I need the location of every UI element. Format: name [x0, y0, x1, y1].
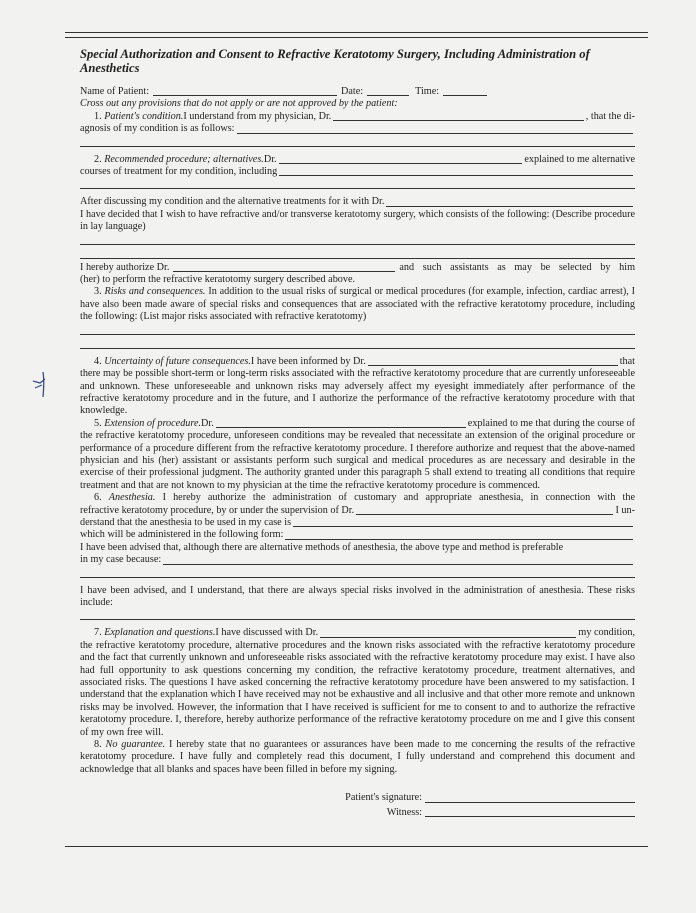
patient-signature-label: Patient's signature:: [345, 792, 422, 804]
witness-label: Witness:: [386, 806, 422, 818]
patient-info-line: [80, 86, 635, 98]
date-field[interactable]: [367, 86, 409, 96]
anesthesia-reason-line: [80, 554, 635, 566]
section-1-text-c: agnosis of my condition is as follows:: [80, 123, 235, 135]
section-6-supervision-line: [80, 505, 635, 517]
date-label: Date:: [341, 86, 364, 97]
section-2-heading: Recommended procedure; alternatives.: [104, 153, 264, 165]
section-2-text-b: explained to me alternative: [524, 153, 635, 165]
section-4-physician-field[interactable]: [368, 356, 618, 366]
section-5-number: 5.: [94, 417, 102, 429]
section-3-paragraph: [80, 286, 635, 323]
section-7-text-a: I have discussed with Dr.: [215, 627, 319, 639]
section-1-line: [80, 111, 635, 123]
section-7-text-b: my condition,: [578, 627, 635, 639]
authorize-text-a: I hereby authorize Dr.: [80, 261, 170, 273]
section-3-text: In addition to the usual risks of surgical or medical procedures (for example, infection, cardiac arrest), I have also been made aware of special risks and consequences that are associated with the refractive keratotomy procedure, including the following: (List major risks associated with refractive keratotomy): [80, 286, 636, 323]
section-7-line: [80, 627, 635, 639]
form-title: Special Authorization and Consent to Refractive Keratotomy Surgery, Including Administration of Anesthetics: [80, 47, 590, 75]
authorize-text-b: and such assistants as may be selected by him: [399, 261, 635, 273]
anesthesia-risks-field[interactable]: [80, 609, 635, 620]
section-6-text-b: refractive keratotomy procedure, by or under the supervision of Dr.: [80, 504, 355, 516]
procedure-description-field-1[interactable]: [80, 234, 635, 245]
section-8-heading: No guarantee.: [105, 739, 166, 751]
anesthesia-type-line: [80, 517, 635, 529]
procedure-description-field-2[interactable]: [80, 248, 635, 259]
time-field[interactable]: [443, 86, 487, 96]
section-6-text-c: I un-: [615, 504, 635, 516]
section-4-text: there may be possible short-term or long-term risks associated with the refractive keratotomy procedure that are currently unforeseeable and unknown. These unforeseeable and unknown risks may adversely affect my eyesight immediately after performance of the refractive keratotomy procedure and in the future, and I authorize the performance of the refractive keratotomy procedure with that knowledge.: [80, 368, 635, 417]
anesthesia-form-line: [80, 529, 635, 541]
section-5-heading: Extension of procedure.: [104, 417, 202, 429]
section-2-alternatives-line: [80, 166, 635, 178]
anesthesia-type-field[interactable]: [293, 517, 633, 527]
section-2-line: [80, 154, 635, 166]
patient-signature-line: [80, 792, 635, 804]
diagnosis-field[interactable]: [237, 124, 633, 134]
anesthesia-reason-field[interactable]: [163, 555, 633, 565]
section-3-number: 3.: [94, 286, 102, 298]
section-6-text-g: in my case because:: [80, 554, 162, 566]
authorized-physician-field[interactable]: [173, 262, 395, 272]
section-5-physician-field[interactable]: [216, 418, 466, 428]
section-5-text: the refractive keratotomy procedure, unforeseen conditions may be revealed that necessitate an extension of the original procedure or performance of a procedure different from the refractive keratotomy procedure. I therefore authorize and request that the above-named physician and his (her) assistant or assistants perform such surgical and medical procedures as are necessary and desirable in the exercise of their professional judgment. The authority granted under this paragraph 5 shall extend to treating all conditions that require treatment and that are not known to my physician at the time the refractive keratotomy procedure is commenced.: [80, 430, 635, 491]
patient-signature-field[interactable]: [425, 793, 635, 803]
authorize-text-c: (her) to perform the refractive keratotomy surgery described above.: [80, 274, 356, 286]
cross-out-instruction: Cross out any provisions that do not apply or are not approved by the patient:: [80, 98, 398, 110]
section-2-physician-field[interactable]: [279, 154, 523, 164]
section-5-text-b: explained to me that during the course of: [467, 417, 635, 429]
alternatives-field[interactable]: [279, 166, 633, 176]
anesthesia-physician-field[interactable]: [356, 505, 613, 515]
section-5-text-a: Dr.: [201, 417, 214, 429]
section-4-heading: Uncertainty of future consequences.: [104, 355, 251, 367]
section-1-text-b: , that the di-: [585, 110, 635, 122]
section-1-physician-field[interactable]: [333, 111, 583, 121]
diagnosis-field-line-2[interactable]: [80, 136, 635, 147]
section-6-text-e: which will be administered in the following form:: [80, 529, 284, 541]
section-3-heading: Risks and consequences.: [104, 286, 206, 298]
after-discussing-physician-field[interactable]: [386, 197, 633, 207]
decided-text: I have decided that I wish to have refractive and/or transverse keratotomy surgery, which consists of the following: (Describe procedure in lay language): [80, 208, 635, 233]
section-6-text-f: I have been advised that, although there are alternative methods of anesthesia, the above type and method is preferable: [80, 541, 564, 553]
witness-signature-field[interactable]: [425, 807, 635, 817]
section-4-number: 4.: [94, 355, 102, 367]
section-6-text-a: I hereby authorize the administration of customary and appropriate anesthesia, in connection with the: [155, 492, 635, 504]
section-4-text-a: I have been informed by Dr.: [250, 355, 366, 367]
consent-form: [80, 48, 635, 819]
section-2-text-c: courses of treatment for my condition, including: [80, 166, 278, 178]
time-label: Time:: [415, 86, 440, 97]
top-rule-1: [65, 32, 648, 33]
patient-name-label: Name of Patient:: [80, 86, 150, 97]
section-1-diagnosis-line: [80, 123, 635, 135]
patient-name-field[interactable]: [153, 86, 337, 96]
alternatives-field-line-2[interactable]: [80, 178, 635, 189]
section-2-text-a: Dr.: [263, 153, 277, 165]
section-6-text-d: derstand that the anesthesia to be used in my case is: [80, 516, 292, 528]
authorize-line: [80, 262, 635, 274]
section-7-text: the refractive keratotomy procedure, alternative procedures and the known risks associated with the refractive keratotomy procedure and the fact that currently unknown and unforeseeable risks associated with the refractive keratotomy procedure may exist. I have also had full opportunity to ask questions concerning my condition, the refractive keratotomy procedure, treatment alternatives, and associated risks. The questions I have asked concerning the refractive keratotomy procedure have been answered to my satisfaction. I understand that the explanation which I have received may not be exhaustive and all inclusive and that other more remote and unknown risks may be involved. However, the information that I have received is sufficient for me to consent to and to authorize the refractive keratotomy procedure. I, therefore, hereby authorize performance of the refractive keratotomy procedure on me and I give this consent of my own free will.: [80, 639, 635, 738]
section-2-number: 2.: [94, 153, 102, 165]
section-1-number: 1.: [94, 110, 102, 122]
section-7-heading: Explanation and questions.: [104, 627, 216, 639]
section-6-heading: Anesthesia.: [108, 492, 156, 504]
after-discussing-line: [80, 196, 635, 208]
anesthesia-risks-text: I have been advised, and I understand, that there are always special risks involved in the administration of anesthesia. These risks include:: [80, 584, 635, 608]
section-5-line: [80, 418, 635, 430]
section-8-paragraph: [80, 739, 635, 776]
section-1-heading: Patient's condition.: [104, 110, 184, 122]
anesthesia-reason-field-2[interactable]: [80, 567, 635, 578]
section-8-text: I hereby state that no guarantees or assurances have been made to me concerning the results of the refractive keratotomy procedure. I have fully and completely read this document, I fully understand and comprehend this document and acknowledge that all blanks and spaces have been filled in before my signing.: [80, 739, 635, 775]
top-rule-2: [65, 37, 648, 38]
section-4-line: [80, 356, 635, 368]
after-discussing-text: After discussing my condition and the alternative treatments for it with Dr.: [80, 196, 385, 208]
section-1-text-a: I understand from my physician, Dr.: [183, 110, 332, 122]
bottom-rule: [65, 846, 648, 847]
section-6-paragraph: [80, 492, 635, 504]
section-6-number: 6.: [94, 492, 102, 504]
section-7-number: 7.: [94, 627, 102, 639]
anesthesia-form-field[interactable]: [285, 530, 633, 540]
section-8-number: 8.: [94, 739, 102, 751]
section-4-text-b: that: [619, 355, 635, 367]
risks-field-1[interactable]: [80, 324, 635, 335]
handwritten-check-mark: [30, 366, 58, 400]
witness-signature-line: [80, 807, 635, 819]
risks-field-2[interactable]: [80, 338, 635, 349]
section-7-physician-field[interactable]: [320, 628, 576, 638]
